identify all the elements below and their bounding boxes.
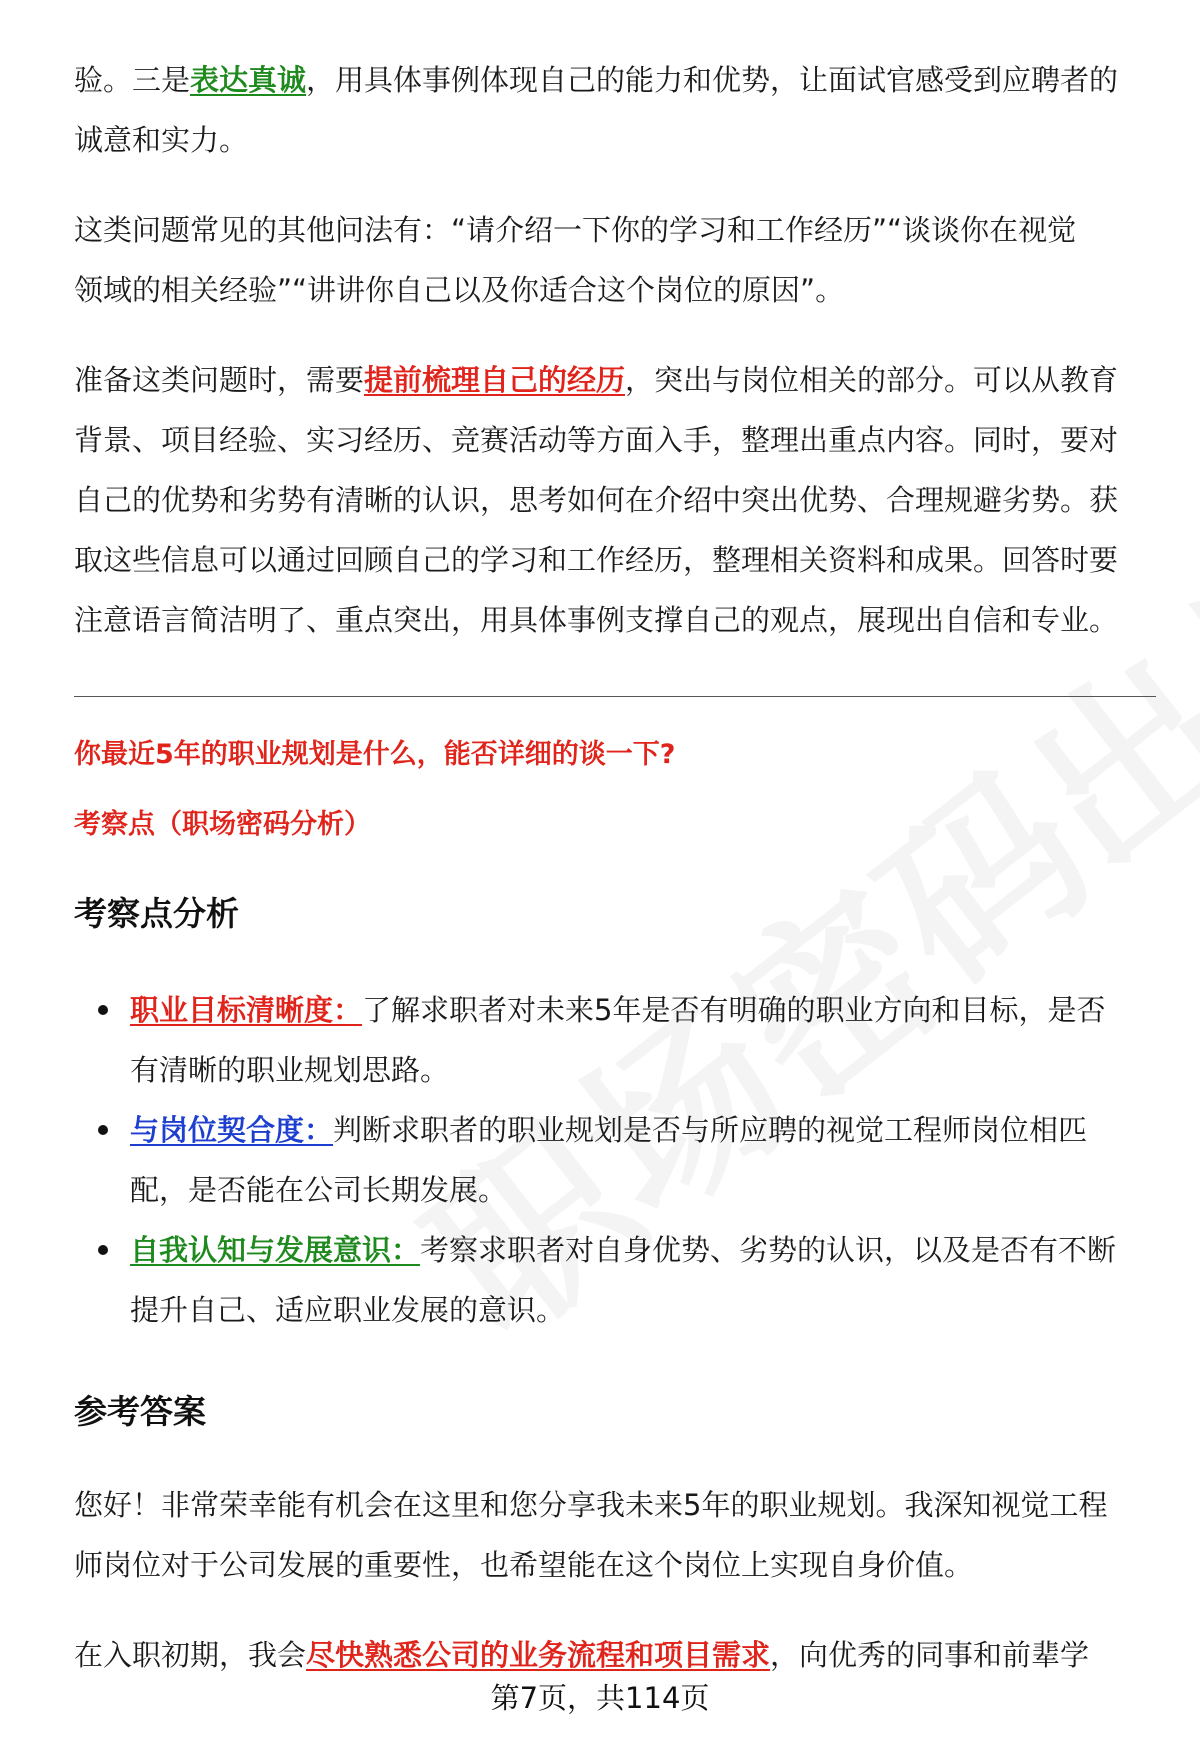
paragraph-line: 验。三是表达真诚，用具体事例体现自己的能力和优势，让面试官感受到应聘者的: [74, 63, 1119, 97]
answer-heading: 参考答案: [74, 1392, 206, 1431]
paragraph-line: 准备这类问题时，需要提前梳理自己的经历，突出与岗位相关的部分。可以从教育: [74, 363, 1119, 397]
divider: [74, 696, 1156, 697]
list-item-continuation: 配，是否能在公司长期发展。: [130, 1173, 508, 1207]
highlight-text: 提前梳理自己的经历: [364, 363, 626, 397]
paragraph-line: 诚意和实力。: [74, 123, 249, 157]
paragraph-line: 自己的优势和劣势有清晰的认识，思考如何在介绍中突出优势、合理规避劣势。获: [74, 483, 1119, 517]
paragraph-line: 背景、项目经验、实习经历、竞赛活动等方面入手，整理出重点内容。同时，要对: [74, 423, 1119, 457]
item-label: 与岗位契合度：: [130, 1113, 334, 1147]
list-item: 与岗位契合度：判断求职者的职业规划是否与所应聘的视觉工程师岗位相匹: [130, 1113, 1088, 1147]
list-item-continuation: 提升自己、适应职业发展的意识。: [130, 1293, 566, 1327]
bullet-icon: [98, 1245, 108, 1255]
bullet-icon: [98, 1125, 108, 1135]
paragraph-line: 这类问题常见的其他问法有：“请介绍一下你的学习和工作经历”“谈谈你在视觉: [74, 213, 1077, 247]
question-subtitle: 考察点（职场密码分析）: [74, 809, 371, 840]
list-item-continuation: 有清晰的职业规划思路。: [130, 1053, 450, 1087]
paragraph-line: 领域的相关经验”“讲讲你自己以及你适合这个岗位的原因”。: [74, 273, 845, 307]
highlight-text: 尽快熟悉公司的业务流程和项目需求: [306, 1638, 771, 1672]
list-item: 职业目标清晰度：了解求职者对未来5年是否有明确的职业方向和目标，是否: [130, 993, 1106, 1027]
paragraph-line: 注意语言简洁明了、重点突出，用具体事例支撑自己的观点，展现出自信和专业。: [74, 603, 1119, 637]
item-label: 职业目标清晰度：: [130, 993, 363, 1027]
page-footer: 第7页，共114页: [490, 1681, 710, 1715]
list-item: 自我认知与发展意识：考察求职者对自身优势、劣势的认识，以及是否有不断: [130, 1233, 1117, 1267]
question-title: 你最近5年的职业规划是什么，能否详细的谈一下?: [74, 739, 676, 770]
paragraph-line: 您好！非常荣幸能有机会在这里和您分享我未来5年的职业规划。我深知视觉工程: [74, 1488, 1108, 1522]
paragraph-line: 取这些信息可以通过回顾自己的学习和工作经历，整理相关资料和成果。回答时要: [74, 543, 1119, 577]
paragraph-line: 在入职初期，我会尽快熟悉公司的业务流程和项目需求，向优秀的同事和前辈学: [74, 1638, 1090, 1672]
analysis-heading: 考察点分析: [74, 894, 239, 933]
paragraph-line: 师岗位对于公司发展的重要性，也希望能在这个岗位上实现自身价值。: [74, 1548, 974, 1582]
highlight-text: 表达真诚: [190, 63, 307, 97]
item-label: 自我认知与发展意识：: [130, 1233, 421, 1267]
bullet-icon: [98, 1005, 108, 1015]
